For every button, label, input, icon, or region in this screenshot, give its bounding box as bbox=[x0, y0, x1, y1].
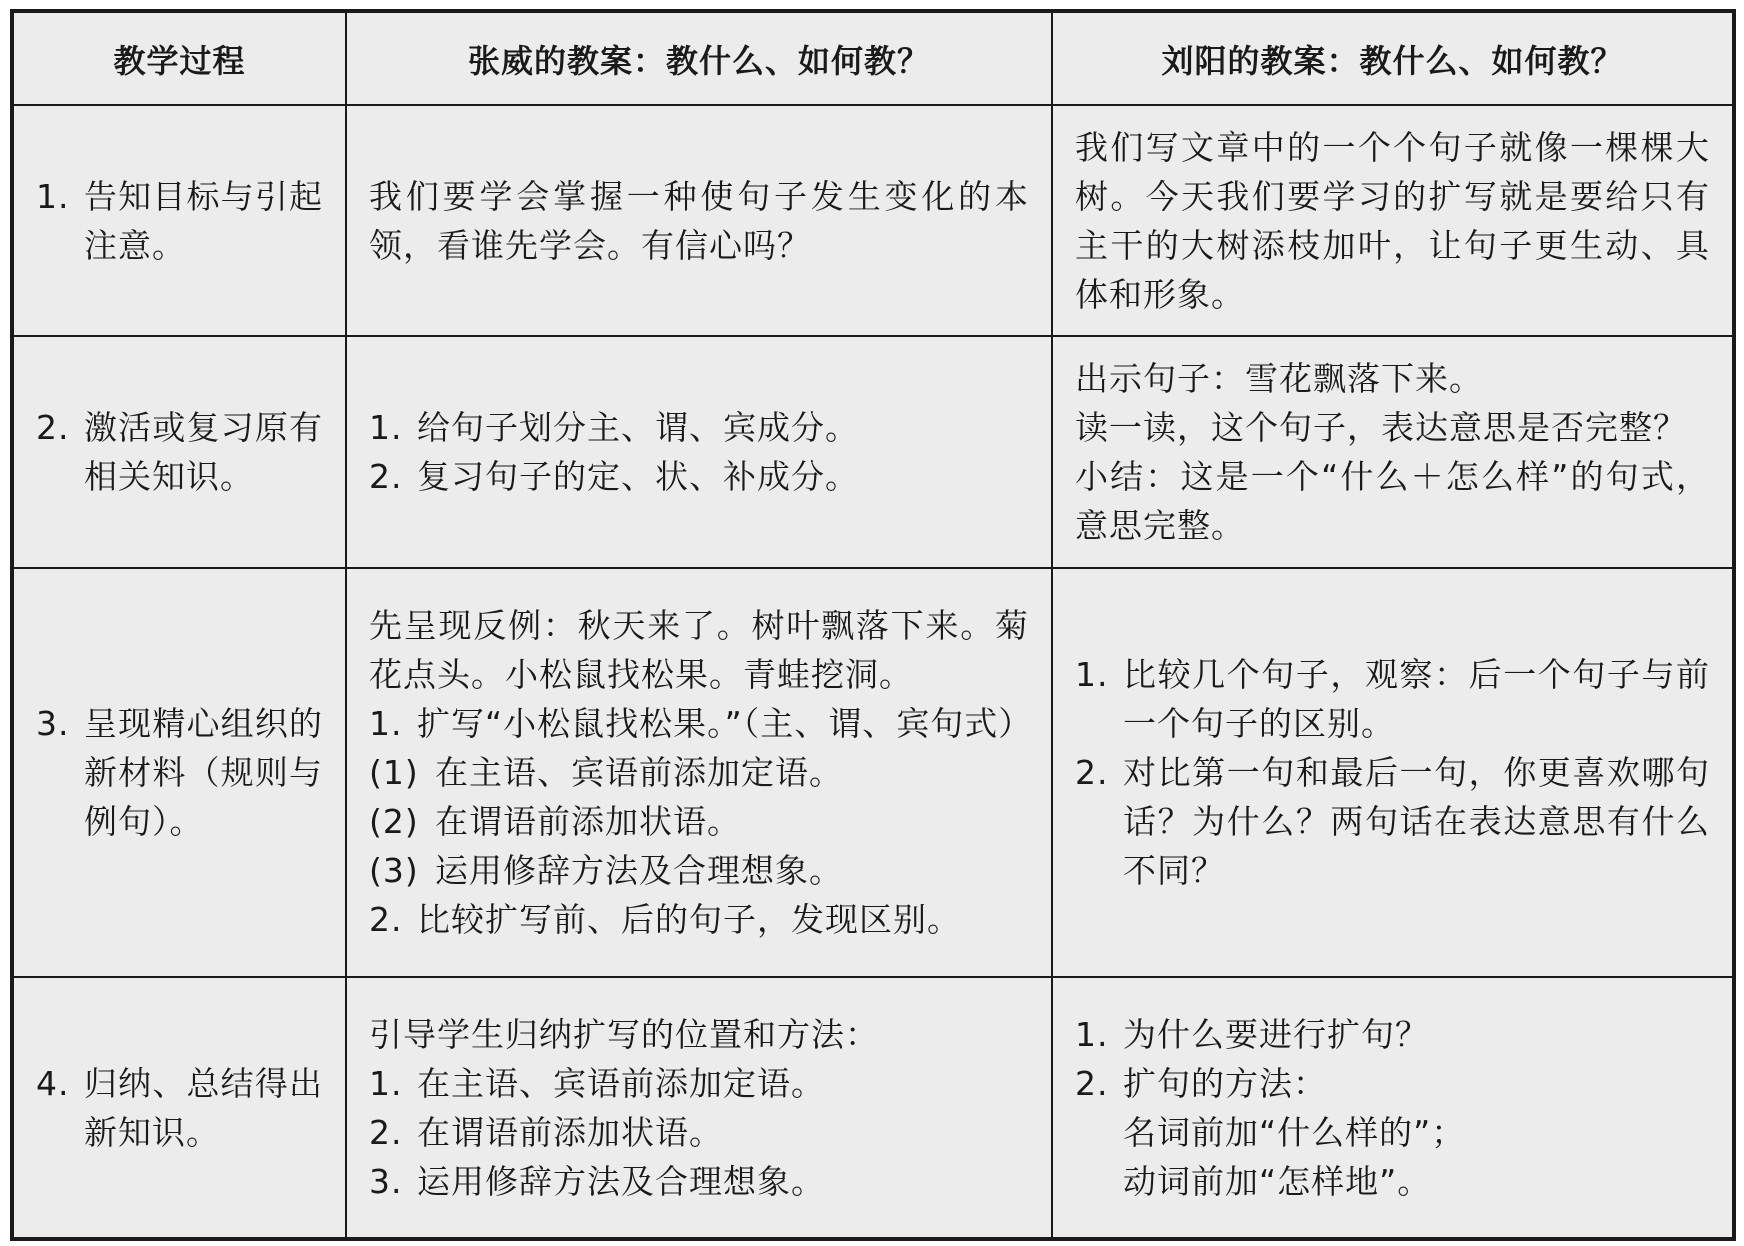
process-step-2 bbox=[36, 403, 323, 501]
sub-item bbox=[369, 797, 1029, 846]
table-row-3 bbox=[12, 568, 1734, 977]
item-text: 为什么要进行扩句？ bbox=[1123, 1014, 1429, 1054]
sub-item-number: (2) bbox=[369, 802, 419, 841]
liu-cell-3 bbox=[1052, 568, 1734, 977]
process-cell-2 bbox=[12, 336, 346, 568]
item-number: 2. bbox=[1075, 753, 1109, 792]
sub-item bbox=[369, 748, 1029, 797]
list-item bbox=[369, 1108, 1029, 1157]
sub-item-number: (3) bbox=[369, 851, 419, 890]
item-number: 1. bbox=[1075, 655, 1109, 694]
process-cell-3 bbox=[12, 568, 346, 977]
header-zhang-plan: 张威的教案：教什么、如何教？ bbox=[346, 11, 1052, 105]
list-item bbox=[1075, 748, 1710, 895]
list-item bbox=[369, 1059, 1029, 1108]
table-row-2 bbox=[12, 336, 1734, 568]
zhang-intro: 引导学生归纳扩写的位置和方法： bbox=[369, 1014, 879, 1054]
item-number: 2. bbox=[369, 1112, 403, 1152]
table-row-4 bbox=[12, 977, 1734, 1239]
item-number: 1. bbox=[1075, 1014, 1109, 1054]
list-item bbox=[369, 1157, 1029, 1206]
item-number: 2. bbox=[1075, 1063, 1109, 1103]
method-line: 名词前加“什么样的”； bbox=[1123, 1112, 1466, 1152]
zhang-intro: 先呈现反例：秋天来了。树叶飘落下来。菊花点头。小松鼠找松果。青蛙挖洞。 bbox=[369, 606, 1029, 694]
liu-line: 小结：这是一个“什么＋怎么样”的句式，意思完整。 bbox=[1075, 457, 1710, 545]
liu-cell-2 bbox=[1052, 336, 1734, 568]
item-text: 在谓语前添加状语。 bbox=[417, 1112, 723, 1152]
item-text: 在主语、宾语前添加定语。 bbox=[417, 1063, 825, 1103]
liu-cell-4 bbox=[1052, 977, 1734, 1239]
item-number: 1. bbox=[369, 408, 403, 447]
sub-item-text: 在谓语前添加状语。 bbox=[435, 802, 741, 841]
header-row bbox=[12, 11, 1734, 105]
liu-cell-1 bbox=[1052, 105, 1734, 336]
zhang-cell-4 bbox=[346, 977, 1052, 1239]
method-line: 动词前加“怎样地”。 bbox=[1123, 1161, 1432, 1201]
item-text: 复习句子的定、状、补成分。 bbox=[417, 457, 859, 496]
zhang-cell-3 bbox=[346, 568, 1052, 977]
item-number: 3. bbox=[369, 1161, 403, 1201]
item-number: 2. bbox=[369, 457, 403, 496]
header-teaching-process: 教学过程 bbox=[12, 11, 346, 105]
sub-item bbox=[369, 846, 1029, 895]
process-step-1 bbox=[36, 172, 323, 270]
sub-item-number: (1) bbox=[369, 753, 419, 792]
item-number: 2. bbox=[369, 900, 403, 939]
item-text: 扩句的方法： bbox=[1123, 1063, 1327, 1103]
step-number: 1. bbox=[36, 176, 70, 216]
process-cell-4 bbox=[12, 977, 346, 1239]
header-liu-plan: 刘阳的教案：教什么、如何教？ bbox=[1052, 11, 1734, 105]
sub-item-text: 在主语、宾语前添加定语。 bbox=[435, 753, 843, 792]
item-text: 比较扩写前、后的句子，发现区别。 bbox=[417, 900, 961, 939]
list-item bbox=[369, 699, 1033, 748]
zhang-cell-1 bbox=[346, 105, 1052, 336]
step-text: 归纳、总结得出新知识。 bbox=[84, 1063, 323, 1152]
liu-line: 读一读，这个句子，表达意思是否完整？ bbox=[1075, 408, 1687, 447]
item-number: 1. bbox=[369, 704, 403, 743]
step-text: 激活或复习原有相关知识。 bbox=[84, 408, 323, 496]
step-text: 告知目标与引起注意。 bbox=[84, 176, 323, 265]
list-item bbox=[369, 895, 1029, 944]
step-text: 呈现精心组织的新材料（规则与例句）。 bbox=[84, 704, 323, 841]
process-step-3 bbox=[36, 699, 323, 846]
item-text: 扩写“小松鼠找松果。”（主、谓、宾句式） bbox=[417, 704, 1033, 743]
list-item bbox=[369, 403, 1029, 452]
item-text: 运用修辞方法及合理想象。 bbox=[417, 1161, 825, 1201]
liu-line: 出示句子：雪花飘落下来。 bbox=[1075, 359, 1483, 398]
step-number: 4. bbox=[36, 1063, 70, 1103]
liu-paragraph: 我们写文章中的一个个句子就像一棵棵大树。今天我们要学习的扩写就是要给只有主干的大树添枝加叶，让句子更生动、具体和形象。 bbox=[1075, 127, 1710, 314]
lesson-plan-sheet bbox=[10, 9, 1732, 1237]
zhang-cell-2 bbox=[346, 336, 1052, 568]
sub-item-text: 运用修辞方法及合理想象。 bbox=[435, 851, 843, 890]
zhang-paragraph: 我们要学会掌握一种使句子发生变化的本领，看谁先学会。有信心吗？ bbox=[369, 176, 1029, 265]
process-step-4 bbox=[36, 1059, 323, 1157]
step-number: 2. bbox=[36, 408, 70, 447]
process-cell-1 bbox=[12, 105, 346, 336]
item-text: 给句子划分主、谓、宾成分。 bbox=[417, 408, 859, 447]
list-item bbox=[369, 452, 1029, 501]
list-item bbox=[1075, 1059, 1710, 1108]
table-row-1 bbox=[12, 105, 1734, 336]
item-number: 1. bbox=[369, 1063, 403, 1103]
lesson-comparison-table bbox=[10, 9, 1736, 1241]
list-item bbox=[1075, 650, 1710, 748]
item-text: 对比第一句和最后一句，你更喜欢哪句话？为什么？两句话在表达意思有什么不同？ bbox=[1123, 753, 1710, 890]
list-item bbox=[1075, 1010, 1710, 1059]
item-text: 比较几个句子，观察：后一个句子与前一个句子的区别。 bbox=[1123, 655, 1710, 743]
step-number: 3. bbox=[36, 704, 70, 743]
